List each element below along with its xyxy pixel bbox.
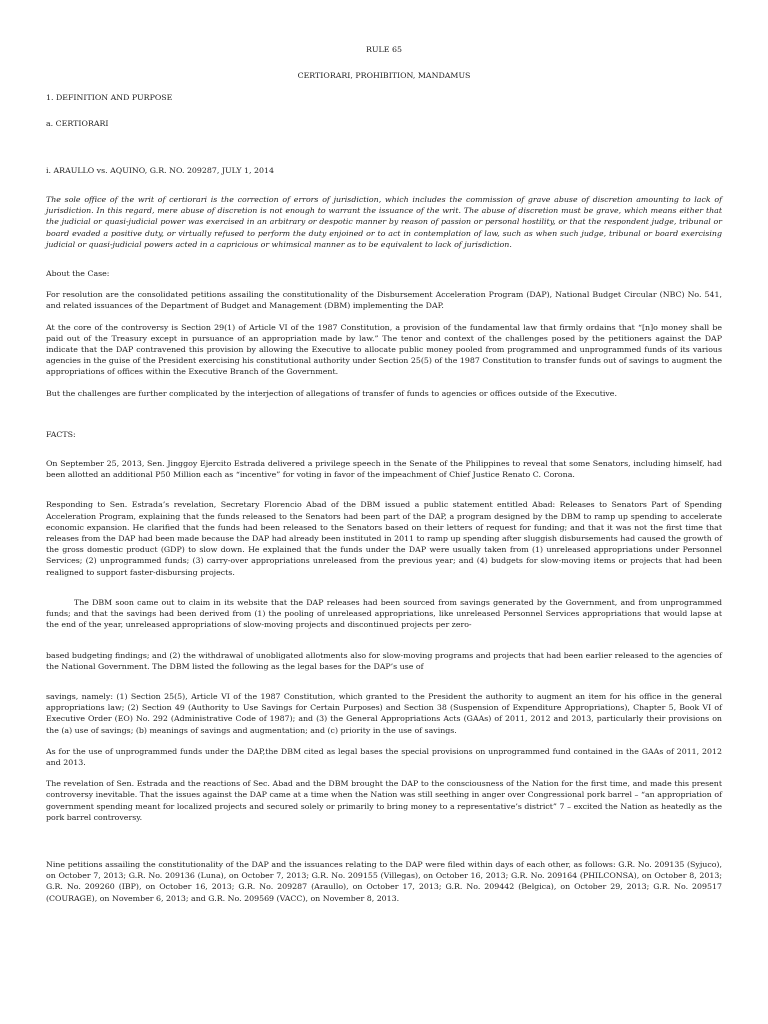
paragraph-privilege-speech: On September 25, 2013, Sen. Jinggoy Ejercito Estrada delivered a privilege speech in the Senate of the Philippines to reveal that some Senators, including himself, had been allotted an additional P50 Million each as “incentive” for voting in favor of the impeachment of Chief Justice Renato C. Corona. — [46, 459, 722, 480]
paragraph-responding: Responding to Sen. Estrada’s revelation, Secretary Florencio Abad of the DBM issued a public statement entitled Abad: Releases to Senators Part of Spending Acceleration Program, explaining that the funds released to the Senators had been part of the DAP, a program designed by the DBM to ramp up spending to accelerate economic expansion. He clarified that the funds had been released to the Senators based on their letters of request for funding; and that it was not the first time that releases from the DAP had been made because the DAP had already been instituted in 2011 to ramp up spending after sluggish disbursements had caused the growth of the gross domestic product (GDP) to slow down. He explained that the funds under the DAP were usually taken from (1) unreleased appropriations under Personnel Services; (2) unprogrammed funds; (3) carry-over appropriations unreleased from the previous year; and (4) budgets for slow-moving items or projects that had been realigned to support faster-disbursing projects. — [46, 500, 722, 577]
section-heading: 1. DEFINITION AND PURPOSE — [46, 93, 173, 103]
case-title: i. ARAULLO vs. AQUINO, G.R. NO. 209287, JULY 1, 2014 — [46, 165, 274, 175]
paragraph-legal-bases: savings, namely: (1) Section 25(5), Article VI of the 1987 Constitution, which granted to the President the authority to augment an item for his office in the general appropriations law; (2) Section 49 (Authority to Use Savings for Certain Purposes) and Section 38 (Suspension of Expenditure Appropriations), Chapter 5, Book VI of Executive Order (EO) No. 292 (Administrative Code of 1987); and (3) the General Appropriations Acts (GAAs) of 2011, 2012 and 2013, particularly their provisions on the (a) use of savings; (b) meanings of savings and augmentation; and (c) priority in the use of savings. — [46, 691, 722, 735]
rule-subtitle: CERTIORARI, PROHIBITION, MANDAMUS — [297, 71, 471, 81]
paragraph-revelation: The revelation of Sen. Estrada and the reactions of Sec. Abad and the DBM brought the DAP to the consciousness of the Nation for the first time, and made this present controversy inevitable. That the issues against the DAP came at a time when the Nation was still seething in anger over Congressional pork barrel – “an appropriation of government spending meant for localized projects and secured solely or primarily to bring money to a representative’s district” 7 – excited the Nation as heatedly as the pork barrel controversy. — [46, 779, 722, 822]
paragraph-based-budgeting: based budgeting findings; and (2) the withdrawal of unobligated allotments also for slow-moving programs and projects that had been earlier released to the agencies of the National Government. The DBM listed the following as the legal bases for the DAP’s use of — [46, 650, 722, 671]
paragraph-core: At the core of the controversy is Section 29(1) of Article VI of the 1987 Constitution, a provision of the fundamental law that firmly ordains that “[n]o money shall be paid out of the Treasury except in pursuance of an appropriation made by law.” The tenor and context of the challenges posed by the petitioners against the DAP indicate that the DAP contravened this provision by allowing the Executive to allocate public money pooled from programmed and unprogrammed funds of its various agencies in the guise of the President exercising his constitutional authority under Section 25(5) of the 1987 Constitution to transfer funds out of savings to augment the appropriations of offices within the Executive Branch of the Government. — [46, 322, 722, 377]
doctrine-quote: The sole office of the writ of certiorari is the correction of errors of jurisdiction, which includes the commission of grave abuse of discretion amounting to lack of jurisdiction. In this regard, mere abuse of discretion is not enough to warrant the issuance of the writ. The abuse of discretion must be grave, which means either that the judicial or quasi-judicial power was exercised in an arbitrary or despotic manner by reason of passion or personal hostility, or that the respondent judge, tribunal or board evaded a positive duty, or virtually refused to perform the duty enjoined or to act in contemplation of law, such as when such judge, tribunal or board exercising judicial or quasi-judicial powers acted in a capricious or whimsical manner as to be equivalent to lack of jurisdiction. — [46, 195, 722, 249]
facts-label: FACTS: — [46, 429, 76, 439]
paragraph-dbm-claim: The DBM soon came out to claim in its website that the DAP releases had been sourced from savings generated by the Government, and from unprogrammed funds; and that the savings had been derived from (1) the pooling of unreleased appropriations, like unreleased Personnel Services appropriations that would lapse at the end of the year, unreleased appropriations of slow-moving projects and discontinued projects per zero- — [46, 597, 722, 630]
paragraph-nine-petitions: Nine petitions assailing the constitutionality of the DAP and the issuances relating to the DAP were filed within days of each other, as follows: G.R. No. 209135 (Syjuco), on October 7, 2013; G.R. No. 209136 (Luna), on October 7, 2013; G.R. No. 209155 (Villegas), on October 16, 2013; G.R. No. 209164 (PHILCONSA), on October 8, 2013; G.R. No. 209260 (IBP), on October 16, 2013; G.R. No. 209287 (Araullo), on October 17, 2013; G.R. No. 209442 (Belgica), on October 29, 2013; G.R. No. 209517 (COURAGE), on November 6, 2013; and G.R. No. 209569 (VACC), on November 8, 2013. — [46, 859, 722, 903]
subsection-heading: a. CERTIORARI — [46, 118, 109, 128]
about-case-label: About the Case: — [46, 269, 110, 279]
paragraph-resolution: For resolution are the consolidated petitions assailing the constitutionality of the Disbursement Acceleration Program (DAP), National Budget Circular (NBC) No. 541, and related issuances of the Department of Budget and Management (DBM) implementing the DAP. — [46, 290, 722, 311]
paragraph-challenges: But the challenges are further complicated by the interjection of allegations of transfer of funds to agencies or offices outside of the Executive. — [46, 388, 617, 398]
paragraph-unprogrammed: As for the use of unprogrammed funds under the DAP,the DBM cited as legal bases the special provisions on unprogrammed fund contained in the GAAs of 2011, 2012 and 2013. — [46, 746, 722, 767]
rule-heading: RULE 65 — [366, 45, 402, 54]
